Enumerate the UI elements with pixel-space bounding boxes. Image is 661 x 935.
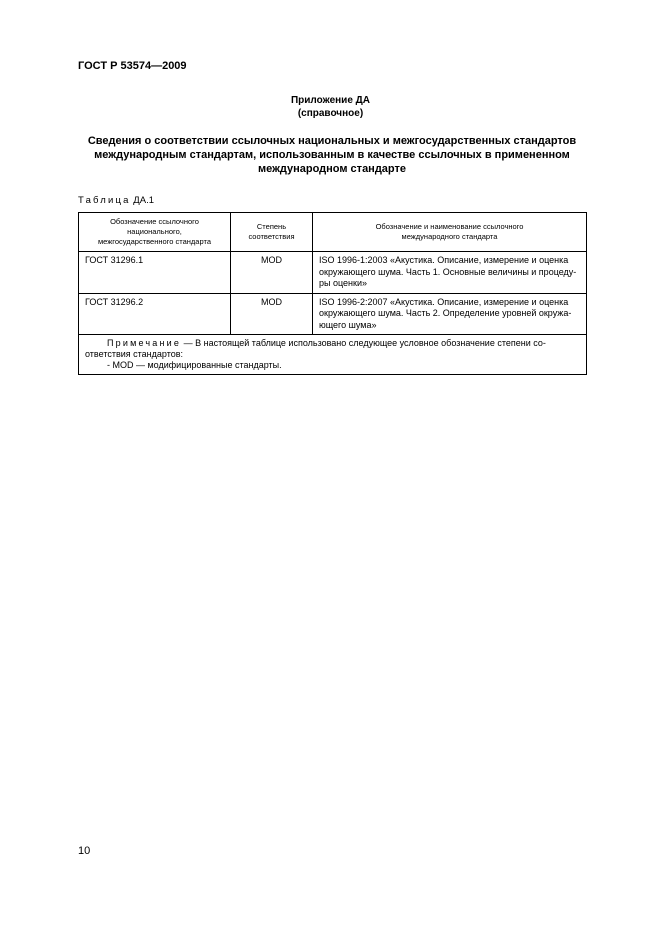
header-text: Обозначение ссылочного (110, 217, 199, 226)
annex-kind: (справочное) (297, 108, 364, 119)
table-note (79, 335, 587, 375)
table-caption (78, 195, 154, 206)
cell-line: ры оценки» (319, 278, 367, 288)
annex-title: Приложение ДА (290, 95, 371, 106)
note-label: Примечание (107, 338, 182, 348)
cell-line: ISO 1996-1:2003 «Акустика. Описание, измерение и оценка (319, 255, 569, 265)
title-line: международным стандартам, использованным в качестве ссылочных в примененном (94, 149, 570, 161)
annex-subject-title (80, 134, 584, 176)
cell-line: ISO 1996-2:2007 «Акустика. Описание, измерение и оценка (319, 296, 569, 307)
note-text: — В настоящей таблице использовано следующее условное обозначение степени со- (181, 338, 546, 348)
header-designation (79, 213, 231, 252)
page-number: 10 (78, 845, 91, 857)
header-text: Степень (256, 222, 287, 231)
annex-heading (0, 94, 661, 120)
table-row (79, 252, 587, 294)
note-line: - MOD — модифицированные стандарты. (107, 360, 282, 370)
cell-degree: MOD (231, 293, 313, 335)
header-text: соответствия (248, 232, 295, 241)
cell-international-standard (313, 293, 587, 335)
cell-designation: ГОСТ 31296.2 (79, 293, 231, 335)
cell-line: окружающего шума. Часть 2. Определение уровней окружа- (319, 308, 572, 318)
cell-line: окружающего шума. Часть 1. Основные величины и процеду- (319, 266, 577, 277)
header-text: национального, (127, 227, 182, 236)
header-international-standard (313, 213, 587, 252)
document-code: ГОСТ Р 53574—2009 (78, 60, 187, 72)
title-line: международном стандарте (257, 163, 407, 175)
header-text: международного стандарта (401, 232, 498, 241)
table-caption-id: ДА.1 (133, 195, 154, 206)
table-header-row (79, 213, 587, 252)
cell-international-standard (313, 252, 587, 294)
note-line: ответствия стандартов: (85, 349, 184, 359)
header-text: Обозначение и наименование ссылочного (375, 222, 524, 231)
header-degree (231, 213, 313, 252)
table-note-row (79, 335, 587, 375)
title-line: Сведения о соответствии ссылочных национальных и межгосударственных стандартов (87, 135, 577, 147)
table-row (79, 293, 587, 335)
cell-line: ющего шума» (319, 319, 377, 330)
table-caption-word: Таблица (78, 195, 131, 206)
note-line (85, 338, 580, 349)
header-text: межгосударственного стандарта (98, 237, 211, 246)
cell-degree: MOD (231, 252, 313, 294)
references-table (78, 212, 587, 375)
cell-designation: ГОСТ 31296.1 (79, 252, 231, 294)
